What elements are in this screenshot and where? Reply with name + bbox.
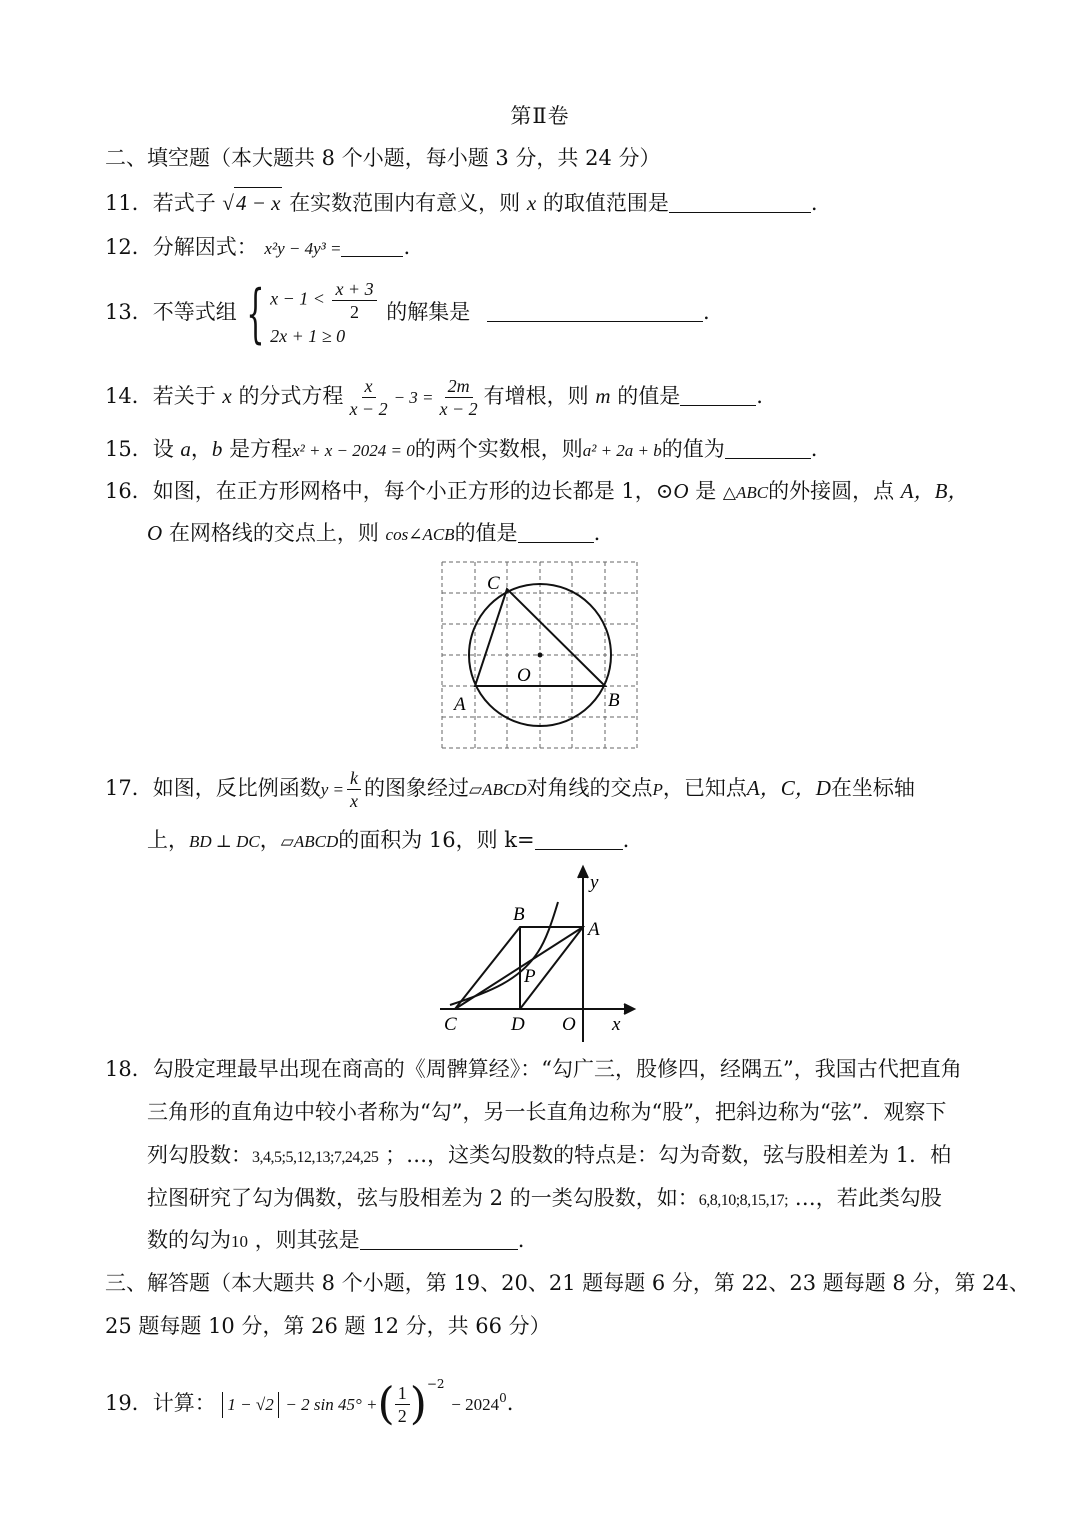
q18-text1: 勾股定理最早出现在商高的《周髀算经》：“勾广三，股修四，经隅五”，我国古代把直角 (152, 1057, 962, 1081)
question-18-line1 (105, 1054, 962, 1084)
figure-17-parallelogram (440, 862, 640, 1042)
q16-cos: cos∠ACB (385, 525, 455, 544)
q17-parallelogram: ▱ABCD (469, 780, 527, 799)
q13-row1-num: x + 3 (332, 278, 376, 301)
question-14 (105, 372, 763, 422)
q17-frac-den: x (350, 791, 359, 811)
section3-heading-line2: 25 题每题 10 分，第 26 题 12 分，共 66 分） (105, 1314, 551, 1338)
figure-16-circle-grid (435, 556, 645, 756)
question-16-line2 (147, 518, 600, 550)
label-a: A (454, 694, 466, 715)
center-point-o (538, 653, 543, 658)
q15-expr: a² + 2a + b (582, 441, 662, 460)
question-18-line3 (147, 1140, 951, 1173)
label-x: x (612, 1014, 621, 1035)
q15-equation: x² + x − 2024 = 0 (292, 441, 415, 460)
q16-answer-blank[interactable] (518, 522, 594, 543)
q18-text3b: ；…，这类勾股数的特点是：勾为奇数，弦与股相差为 1．柏 (385, 1143, 952, 1167)
question-12 (105, 232, 410, 264)
question-17-line1 (105, 766, 915, 812)
question-18-line2: 三角形的直角边中较小者称为“勾”，另一长直角边称为“股”，把斜边称为“弦”．观察下 (147, 1100, 947, 1124)
label-o: O (517, 665, 531, 686)
q12-answer-blank[interactable] (341, 236, 403, 257)
q17-text3: 对角线的交点 (526, 776, 653, 800)
q13-row1-left: x − 1 < (270, 288, 325, 309)
q15-end: . (810, 437, 818, 461)
q14-number: 14． (105, 384, 153, 408)
q17-number: 17． (105, 776, 153, 800)
q11-text: 若式子 (152, 191, 216, 215)
q14-text4: 的值是 (617, 384, 681, 408)
q11-sqrt: 4 − x (234, 187, 283, 218)
q17-text2: 的图象经过 (364, 776, 470, 800)
q18-text5a: 数的勾为 (147, 1228, 231, 1252)
question-18-line4 (147, 1183, 942, 1216)
q14-frac2-num: 2m (445, 375, 473, 398)
q13-number: 13． (105, 300, 153, 324)
q15-text4: 的值为 (661, 437, 725, 461)
q16-text5: 的值是 (454, 521, 518, 545)
q15-text2: 是方程 (229, 437, 293, 461)
q16-text2: 是 (695, 479, 717, 503)
q17-parallelogram2: ▱ABCD (280, 832, 339, 851)
q19-number: 19． (105, 1391, 153, 1415)
q17-frac-num: k (347, 767, 361, 790)
q17-text: 如图，反比例函数 (152, 776, 321, 800)
section3-heading-line1: 三、解答题（本大题共 8 个小题，第 19、20、21 题每题 6 分，第 22、23 题每题 8 分，第 24、 (105, 1271, 1030, 1295)
label-d: D (511, 1014, 525, 1035)
label-b: B (513, 904, 525, 925)
q11-answer-blank[interactable] (669, 192, 811, 213)
triangle-abc (475, 589, 605, 686)
q19-tail: − 2024 (451, 1395, 500, 1414)
q11-end: . (810, 191, 818, 215)
q18-answer-blank[interactable] (360, 1229, 518, 1250)
q17-point-p: P (652, 780, 663, 799)
q12-end: . (403, 235, 411, 259)
q15-number: 15． (105, 437, 153, 461)
question-17-line2 (147, 825, 629, 857)
question-13 (105, 274, 710, 350)
q13-system: { x − 1 < $\frac{x + 3}{2}$ 2x + 1 ≥ 0 (243, 278, 379, 349)
q16-number: 16． (105, 479, 153, 503)
q14-frac1-num: x (362, 375, 376, 398)
q18-text4a: 拉图研究了勾为偶数，弦与股相差为 2 的一类勾股数，如： (147, 1186, 699, 1210)
section2-heading: 二、填空题（本大题共 8 个小题，每小题 3 分，共 24 分） (105, 146, 661, 170)
q19-tail-exponent: 0 (499, 1391, 507, 1405)
q18-triples-even: 6,8,10;8,15,17; (698, 1192, 789, 1209)
q16-points: A，B， (900, 479, 969, 503)
q15-text3: 的两个实数根，则 (414, 437, 583, 461)
q14-var: x (222, 384, 232, 408)
q13-answer-blank[interactable] (487, 301, 703, 322)
q13-end: . (702, 300, 710, 324)
q18-text5b: ，则其弦是 (254, 1228, 360, 1252)
label-b: B (608, 690, 620, 711)
q14-frac2-den: x − 2 (439, 399, 478, 419)
q16-point-o: O (147, 521, 163, 545)
q11-text3: 的取值范围是 (542, 191, 669, 215)
q13-text2: 的解集是 (386, 300, 471, 324)
label-y: y (590, 872, 599, 893)
q19-absolute: 1 − √2 (222, 1392, 278, 1418)
q14-minus3: − 3 = (393, 388, 434, 407)
q17-end: . (622, 828, 630, 852)
question-11: 11．若式子 √4 − x 在实数范围内有意义，则 x 的取值范围是 . (105, 187, 818, 218)
q19-end: . (506, 1391, 514, 1415)
q17-text8: 的面积为 16，则 k= (338, 828, 535, 852)
q18-number: 18． (105, 1057, 153, 1081)
q19-frac-num: 1 (395, 1382, 410, 1405)
question-19: 19．计算： 1 − √2 − 2 sin 45° +( $\frac{1}{2}$ )$^{-2} - 2024^0$. (105, 1377, 514, 1430)
q18-text4b: …，若此类勾股 (794, 1186, 942, 1210)
q17-y: y = (320, 780, 345, 799)
label-o: O (562, 1014, 576, 1035)
q16-circle-o: O (673, 479, 689, 503)
q14-end: . (756, 384, 763, 408)
q17-text4: ，已知点 (662, 776, 747, 800)
q14-text3: 有增根，则 (483, 384, 589, 408)
q12-expr: x²y − 4y³ = (264, 239, 342, 258)
q18-triples-odd: 3,4,5;5,12,13;7,24,25 (252, 1149, 379, 1166)
question-15 (105, 434, 817, 466)
q17-points: A，C，D (746, 776, 831, 800)
q16-text3: 的外接圆，点 (768, 479, 895, 503)
q14-text2: 的分式方程 (238, 384, 344, 408)
q17-text7: ， (259, 828, 281, 852)
q14-frac1-den: x − 2 (349, 399, 388, 419)
q19-exponent: −2 (426, 1377, 445, 1391)
q18-text3a: 列勾股数： (147, 1143, 252, 1167)
q13-row1 (270, 278, 379, 323)
q14-text: 若关于 (152, 384, 216, 408)
q18-end: . (517, 1228, 525, 1252)
q15-comma: ， (190, 437, 212, 461)
q11-text2: 在实数范围内有意义，则 (289, 191, 521, 215)
question-18-line5 (147, 1225, 524, 1257)
q15-text: 设 (152, 437, 174, 461)
q18-leg-value: 10 (231, 1232, 248, 1251)
label-c: C (487, 573, 500, 594)
q17-perp: BD ⊥ DC (189, 832, 260, 851)
q16-text: 如图，在正方形网格中，每个小正方形的边长都是 1，⊙ (152, 479, 674, 503)
q16-triangle: △ABC (722, 483, 769, 502)
q13-row2: 2x + 1 ≥ 0 (270, 326, 346, 346)
label-p: P (524, 966, 536, 987)
q14-var2: m (595, 384, 611, 408)
question-16-line1 (105, 476, 968, 508)
q19-text: 计算： (152, 1391, 216, 1415)
q17-text5: 在坐标轴 (830, 776, 915, 800)
label-a: A (588, 919, 600, 940)
q17-answer-blank[interactable] (535, 829, 623, 850)
q13-text: 不等式组 (152, 300, 237, 324)
q13-row1-den: 2 (350, 302, 359, 322)
q12-number: 12． (105, 235, 153, 259)
q11-var: x (526, 191, 537, 215)
q15-var-a: a (180, 437, 191, 461)
q17-text6: 上， (147, 828, 189, 852)
q16-text4: 在网格线的交点上，则 (168, 521, 379, 545)
q19-mid: − 2 sin 45° + (285, 1395, 378, 1414)
q15-var-b: b (211, 437, 223, 461)
q12-text: 分解因式： (152, 235, 258, 259)
q15-answer-blank[interactable] (725, 438, 811, 459)
label-c: C (444, 1014, 457, 1035)
page-title: 第Ⅱ卷 (510, 104, 570, 128)
q16-end: . (593, 521, 601, 545)
q11-number: 11． (105, 191, 153, 215)
q19-frac-den: 2 (397, 1406, 407, 1426)
q14-answer-blank[interactable] (680, 385, 756, 406)
